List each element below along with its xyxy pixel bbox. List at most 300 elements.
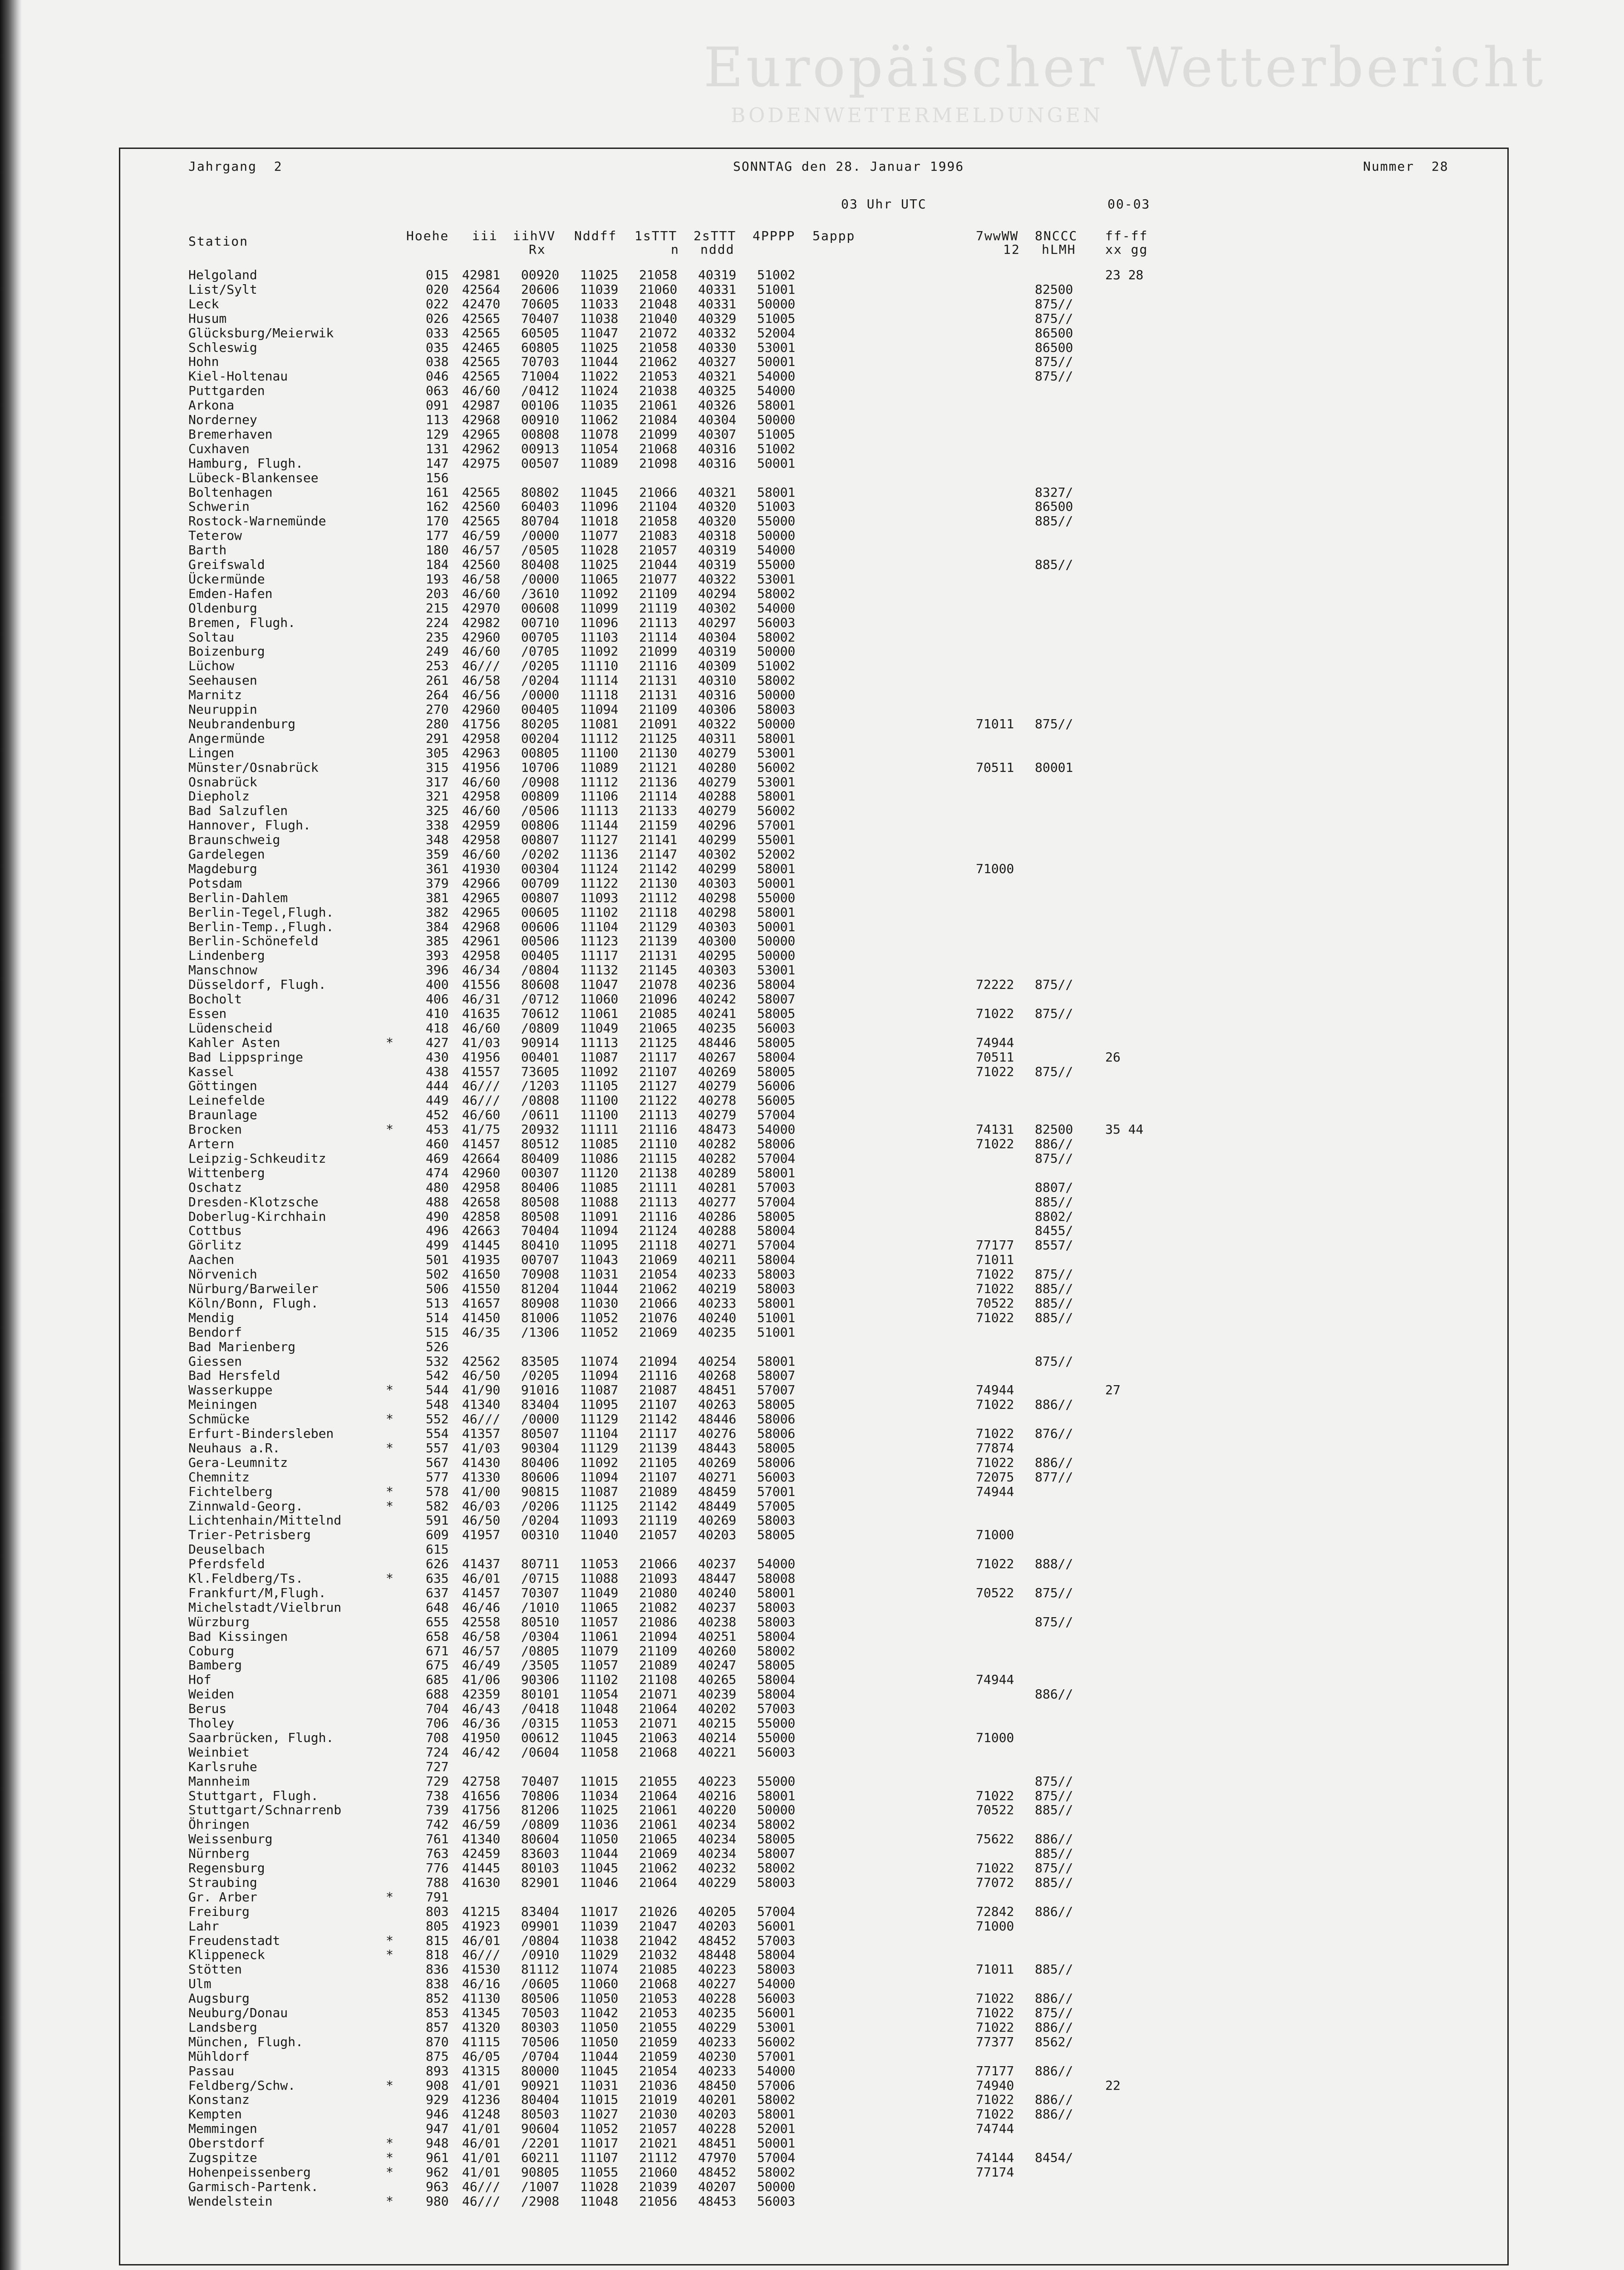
station-number: 708 — [426, 1730, 449, 1745]
dewpoint-group: 21089 — [639, 1484, 678, 1499]
weather-group: 71011 — [976, 1252, 1014, 1268]
station-name: Brocken — [188, 1122, 242, 1137]
tendency-group: 56003 — [757, 1469, 796, 1485]
wind-group: 80608 — [521, 977, 560, 992]
cloud-group: 875// — [1035, 311, 1073, 326]
wind-group: 00913 — [521, 441, 560, 456]
tendency-group: 58001 — [757, 1295, 796, 1311]
cloud-group: 8455/ — [1035, 1223, 1073, 1239]
temperature-group: 11054 — [580, 441, 619, 456]
cloud-visibility-group: 41/01 — [462, 2164, 501, 2180]
tendency-group: 57003 — [757, 1701, 796, 1717]
cloud-visibility-group: 46/60 — [462, 586, 501, 601]
station-number: 162 — [426, 499, 449, 514]
bleed-through-text — [704, 36, 1566, 154]
wind-group: 90604 — [521, 2121, 560, 2137]
station-name: Glücksburg/Meierwik — [188, 325, 334, 340]
temperature-group: 11025 — [580, 340, 619, 355]
dewpoint-group: 21066 — [639, 1556, 678, 1572]
station-number: 379 — [426, 875, 449, 891]
station-number: 853 — [426, 2005, 449, 2020]
dewpoint-group: 21118 — [639, 904, 678, 920]
station-number: 542 — [426, 1368, 449, 1383]
station-number: 582 — [426, 1498, 449, 1514]
station-name: Zinnwald-Georg. — [188, 1498, 303, 1514]
station-number: 406 — [426, 992, 449, 1007]
cloud-visibility-group: 41/90 — [462, 1382, 501, 1398]
pressure-group: 40316 — [698, 455, 737, 471]
temperature-group: 11136 — [580, 847, 619, 862]
wind-group: /0704 — [521, 2048, 560, 2064]
column-header-tendency: 5appp — [812, 228, 856, 243]
cloud-visibility-group: 42966 — [462, 875, 501, 891]
station-number: 063 — [426, 383, 449, 399]
pressure-group: 40236 — [698, 977, 737, 992]
tendency-group: 58002 — [757, 2164, 796, 2180]
dewpoint-group: 21057 — [639, 1527, 678, 1543]
tendency-group: 58004 — [757, 1628, 796, 1644]
wind-group: /0202 — [521, 847, 560, 862]
dewpoint-group: 21094 — [639, 1353, 678, 1369]
station-name: Weiden — [188, 1687, 235, 1702]
temperature-group: 11047 — [580, 325, 619, 340]
tendency-group: 58006 — [757, 1426, 796, 1441]
pressure-group: 40235 — [698, 1020, 737, 1036]
cloud-group: 885// — [1035, 1295, 1073, 1311]
temperature-group: 11100 — [580, 1107, 619, 1123]
tendency-group: 55000 — [757, 1716, 796, 1731]
cloud-visibility-group: 41635 — [462, 1006, 501, 1021]
station-number: 038 — [426, 354, 449, 370]
tendency-group: 58007 — [757, 992, 796, 1007]
cloud-visibility-group: 42359 — [462, 1687, 501, 1702]
dewpoint-group: 21117 — [639, 1426, 678, 1441]
tendency-group: 50000 — [757, 933, 796, 949]
dewpoint-group: 21142 — [639, 1411, 678, 1427]
pressure-group: 40303 — [698, 875, 737, 891]
wind-group: /0910 — [521, 1947, 560, 1963]
temperature-group: 11091 — [580, 1209, 619, 1224]
tendency-group: 54000 — [757, 383, 796, 399]
weather-group: 71022 — [976, 1426, 1014, 1441]
tendency-group: 56001 — [757, 1918, 796, 1934]
cloud-visibility-group: 42664 — [462, 1150, 501, 1166]
dewpoint-group: 21159 — [639, 818, 678, 833]
station-name: Manschnow — [188, 962, 257, 978]
station-name: Nörvenich — [188, 1267, 257, 1282]
pressure-group: 40233 — [698, 1295, 737, 1311]
cloud-group: 877// — [1035, 1469, 1073, 1485]
dewpoint-group: 21122 — [639, 1093, 678, 1108]
wind-group: 80408 — [521, 557, 560, 572]
pressure-group: 40228 — [698, 2121, 737, 2137]
station-number: 261 — [426, 673, 449, 688]
cloud-group: 82500 — [1035, 1122, 1073, 1137]
pressure-group: 40319 — [698, 557, 737, 572]
station-name: Bamberg — [188, 1658, 242, 1673]
wind-group: /2201 — [521, 2136, 560, 2151]
pressure-group: 40318 — [698, 528, 737, 543]
temperature-group: 11044 — [580, 1281, 619, 1296]
dewpoint-group: 21061 — [639, 1802, 678, 1818]
station-name: Freiburg — [188, 1904, 250, 1919]
column-header-weather-sub: 12 — [1003, 242, 1020, 257]
tendency-group: 51001 — [757, 1310, 796, 1325]
temperature-group: 11077 — [580, 528, 619, 543]
pressure-group: 48450 — [698, 2078, 737, 2093]
dewpoint-group: 21114 — [639, 629, 678, 645]
pressure-group: 40267 — [698, 1049, 737, 1065]
dewpoint-group: 21116 — [639, 1209, 678, 1224]
wind-group: 00808 — [521, 426, 560, 442]
tendency-group: 58002 — [757, 586, 796, 601]
dewpoint-group: 21058 — [639, 267, 678, 282]
pressure-group: 40237 — [698, 1599, 737, 1615]
observation-time: 03 Uhr UTC — [841, 197, 927, 212]
cloud-group: 8327/ — [1035, 484, 1073, 500]
dewpoint-group: 21062 — [639, 1860, 678, 1875]
temperature-group: 11029 — [580, 1947, 619, 1963]
tendency-group: 58005 — [757, 1440, 796, 1456]
wind-group: 00106 — [521, 398, 560, 413]
wind-group: 80404 — [521, 2092, 560, 2107]
weather-group: 77874 — [976, 1440, 1014, 1456]
temperature-group: 11034 — [580, 1788, 619, 1803]
station-number: 035 — [426, 340, 449, 355]
station-number: 893 — [426, 2063, 449, 2078]
pressure-group: 40254 — [698, 1353, 737, 1369]
cloud-visibility-group: 46/// — [462, 658, 501, 674]
pressure-group: 40235 — [698, 2005, 737, 2020]
station-name: Karlsruhe — [188, 1759, 257, 1774]
bleed-through-title: Europäischer Wetterbericht — [704, 36, 1546, 99]
tendency-group: 57001 — [757, 818, 796, 833]
wind-group: 80606 — [521, 1469, 560, 1485]
pressure-group: 40203 — [698, 1527, 737, 1543]
tendency-group: 57004 — [757, 1238, 796, 1253]
dewpoint-group: 21109 — [639, 586, 678, 601]
cloud-visibility-group: 41445 — [462, 1238, 501, 1253]
cloud-visibility-group: 41115 — [462, 2034, 501, 2049]
dewpoint-group: 21130 — [639, 745, 678, 760]
station-number: 490 — [426, 1209, 449, 1224]
cloud-visibility-group: 42961 — [462, 933, 501, 949]
pressure-group: 40282 — [698, 1150, 737, 1166]
weather-group: 71022 — [976, 1064, 1014, 1079]
station-number: 499 — [426, 1238, 449, 1253]
station-name: Kahler Asten — [188, 1035, 281, 1050]
cloud-visibility-group: 42562 — [462, 1353, 501, 1369]
station-number: 704 — [426, 1701, 449, 1717]
wind-group: 80802 — [521, 484, 560, 500]
tendency-group: 54000 — [757, 600, 796, 616]
tendency-group: 52004 — [757, 325, 796, 340]
station-number: 410 — [426, 1006, 449, 1021]
tendency-group: 53001 — [757, 340, 796, 355]
station-name: Lübeck-Blankensee — [188, 470, 319, 485]
cloud-group: 875// — [1035, 1150, 1073, 1166]
wind-group: /2908 — [521, 2193, 560, 2209]
pressure-group: 40216 — [698, 1788, 737, 1803]
cloud-visibility-group: 42965 — [462, 890, 501, 905]
cloud-visibility-group: 41950 — [462, 1730, 501, 1745]
temperature-group: 11043 — [580, 1252, 619, 1268]
dewpoint-group: 21124 — [639, 1223, 678, 1239]
tendency-group: 54000 — [757, 369, 796, 384]
station-number: 852 — [426, 1991, 449, 2006]
station-number: 325 — [426, 803, 449, 819]
dewpoint-group: 21109 — [639, 1643, 678, 1658]
station-name: Aachen — [188, 1252, 235, 1268]
wind-group: 80604 — [521, 1831, 560, 1847]
cloud-visibility-group: 42965 — [462, 426, 501, 442]
dewpoint-group: 21062 — [639, 1281, 678, 1296]
cloud-visibility-group: 46/36 — [462, 1716, 501, 1731]
tendency-group: 56005 — [757, 1093, 796, 1108]
temperature-group: 11099 — [580, 600, 619, 616]
station-name: Teterow — [188, 528, 242, 543]
pressure-group: 40322 — [698, 571, 737, 587]
cloud-visibility-group: 42858 — [462, 1209, 501, 1224]
station-name: Landsberg — [188, 2019, 257, 2035]
tendency-group: 58002 — [757, 673, 796, 688]
cloud-group: 875// — [1035, 1773, 1073, 1789]
station-name: Straubing — [188, 1875, 257, 1890]
cloud-visibility-group: 41/01 — [462, 2150, 501, 2165]
temperature-group: 11053 — [580, 1716, 619, 1731]
weather-group: 71022 — [976, 1556, 1014, 1572]
temperature-group: 11048 — [580, 2193, 619, 2209]
station-number: 033 — [426, 325, 449, 340]
pressure-group: 40329 — [698, 311, 737, 326]
station-number: 161 — [426, 484, 449, 500]
wind-group: 00920 — [521, 267, 560, 282]
cloud-visibility-group: 41430 — [462, 1455, 501, 1470]
station-number: 929 — [426, 2092, 449, 2107]
dewpoint-group: 21125 — [639, 730, 678, 746]
dewpoint-group: 21055 — [639, 1773, 678, 1789]
cloud-group: 86500 — [1035, 340, 1073, 355]
pressure-group: 40331 — [698, 281, 737, 297]
pressure-group: 40215 — [698, 1716, 737, 1731]
pressure-group: 40282 — [698, 1136, 737, 1151]
mountain-station-marker: * — [386, 2136, 394, 2151]
wind-group: /0204 — [521, 1513, 560, 1528]
temperature-group: 11047 — [580, 977, 619, 992]
pressure-group: 40229 — [698, 2019, 737, 2035]
dewpoint-group: 21107 — [639, 1064, 678, 1079]
wind-group: 80508 — [521, 1194, 560, 1209]
pressure-group: 40232 — [698, 1860, 737, 1875]
station-name: Schwerin — [188, 499, 250, 514]
cloud-visibility-group: 42968 — [462, 412, 501, 427]
wind-group: 00304 — [521, 861, 560, 876]
station-name: Kiel-Holtenau — [188, 369, 288, 384]
tendency-group: 58002 — [757, 629, 796, 645]
station-name: Freudenstadt — [188, 1933, 281, 1948]
station-name: Bad Marienberg — [188, 1339, 296, 1354]
tendency-group: 51005 — [757, 311, 796, 326]
station-number: 908 — [426, 2078, 449, 2093]
temperature-group: 11028 — [580, 543, 619, 558]
tendency-group: 54000 — [757, 2063, 796, 2078]
station-name: Deuselbach — [188, 1542, 265, 1557]
issue-number: 28 — [1431, 159, 1449, 174]
station-name: Coburg — [188, 1643, 235, 1658]
column-header-gusts-sub: xx gg — [1105, 242, 1148, 257]
dewpoint-group: 21107 — [639, 1469, 678, 1485]
column-header-clouds-sub: hLMH — [1042, 242, 1076, 257]
temperature-group: 11100 — [580, 1093, 619, 1108]
temperature-group: 11030 — [580, 1295, 619, 1311]
cloud-visibility-group: 42975 — [462, 455, 501, 471]
wind-group: 00807 — [521, 890, 560, 905]
wind-group: 80711 — [521, 1556, 560, 1572]
cloud-visibility-group: 46/58 — [462, 571, 501, 587]
dewpoint-group: 21096 — [639, 992, 678, 1007]
wind-group: 00809 — [521, 789, 560, 804]
cloud-group: 875// — [1035, 977, 1073, 992]
station-number: 805 — [426, 1918, 449, 1934]
cloud-visibility-group: 41330 — [462, 1469, 501, 1485]
cloud-group: 886// — [1035, 2019, 1073, 2035]
temperature-group: 11123 — [580, 933, 619, 949]
temperature-group: 11144 — [580, 818, 619, 833]
tendency-group: 58004 — [757, 1672, 796, 1688]
cloud-group: 886// — [1035, 2107, 1073, 2122]
cloud-group: 875// — [1035, 1585, 1073, 1600]
station-name: Stötten — [188, 1962, 242, 1977]
cloud-visibility-group: 42958 — [462, 730, 501, 746]
cloud-visibility-group: 42560 — [462, 499, 501, 514]
tendency-group: 58001 — [757, 2107, 796, 2122]
pressure-group: 40240 — [698, 1585, 737, 1600]
cloud-visibility-group: 46/58 — [462, 1628, 501, 1644]
station-number: 452 — [426, 1107, 449, 1123]
gust-group: 35 44 — [1105, 1122, 1144, 1137]
dewpoint-group: 21072 — [639, 325, 678, 340]
pressure-group: 40320 — [698, 513, 737, 529]
temperature-group: 11060 — [580, 1976, 619, 1992]
pressure-group: 48447 — [698, 1571, 737, 1586]
pressure-group: 40233 — [698, 1267, 737, 1282]
weather-group: 74144 — [976, 2150, 1014, 2165]
cloud-visibility-group: 46/57 — [462, 1643, 501, 1658]
station-name: Göttingen — [188, 1078, 257, 1094]
station-number: 381 — [426, 890, 449, 905]
temperature-group: 11045 — [580, 2063, 619, 2078]
wind-group: 00605 — [521, 904, 560, 920]
wind-group: /0505 — [521, 543, 560, 558]
dewpoint-group: 21053 — [639, 1991, 678, 2006]
station-name: Lindenberg — [188, 948, 265, 963]
pressure-group: 40278 — [698, 1093, 737, 1108]
cloud-group: 875// — [1035, 1064, 1073, 1079]
dewpoint-group: 21048 — [639, 296, 678, 311]
dewpoint-group: 21086 — [639, 1614, 678, 1629]
pressure-group: 40234 — [698, 1846, 737, 1861]
dewpoint-group: 21071 — [639, 1716, 678, 1731]
station-name: Leipzig-Schkeuditz — [188, 1150, 326, 1166]
tendency-group: 57001 — [757, 1484, 796, 1499]
pressure-group: 40300 — [698, 933, 737, 949]
pressure-group: 40304 — [698, 412, 737, 427]
temperature-group: 11094 — [580, 1469, 619, 1485]
wind-group: /0809 — [521, 1020, 560, 1036]
cloud-visibility-group: 41/03 — [462, 1035, 501, 1050]
tendency-group: 58003 — [757, 1513, 796, 1528]
cloud-visibility-group: 46/57 — [462, 543, 501, 558]
gust-group: 22 — [1105, 2078, 1121, 2093]
temperature-group: 11078 — [580, 426, 619, 442]
cloud-visibility-group: 46/42 — [462, 1744, 501, 1760]
wind-group: /0705 — [521, 644, 560, 659]
dewpoint-group: 21054 — [639, 2063, 678, 2078]
temperature-group: 11052 — [580, 2121, 619, 2137]
temperature-group: 11057 — [580, 1658, 619, 1673]
station-name: Leinefelde — [188, 1093, 265, 1108]
temperature-group: 11087 — [580, 1484, 619, 1499]
pressure-group: 48448 — [698, 1947, 737, 1963]
station-number: 685 — [426, 1672, 449, 1688]
station-name: Berlin-Temp.,Flugh. — [188, 919, 334, 934]
temperature-group: 11085 — [580, 1136, 619, 1151]
station-name: Lichtenhain/Mittelnd — [188, 1513, 342, 1528]
pressure-group: 40207 — [698, 2179, 737, 2194]
cloud-visibility-group: 41657 — [462, 1295, 501, 1311]
dewpoint-group: 21085 — [639, 1006, 678, 1021]
pressure-group: 40223 — [698, 1773, 737, 1789]
wind-group: 90921 — [521, 2078, 560, 2093]
temperature-group: 11085 — [580, 1179, 619, 1195]
wind-group: 70703 — [521, 354, 560, 370]
temperature-group: 11055 — [580, 2164, 619, 2180]
station-number: 514 — [426, 1310, 449, 1325]
tendency-group: 51002 — [757, 267, 796, 282]
wind-group: 83603 — [521, 1846, 560, 1861]
cloud-visibility-group: 46/// — [462, 1093, 501, 1108]
station-name: Neuruppin — [188, 702, 257, 717]
wind-group: 80303 — [521, 2019, 560, 2035]
tendency-group: 56003 — [757, 615, 796, 630]
pressure-group: 40269 — [698, 1513, 737, 1528]
wind-group: /0805 — [521, 1643, 560, 1658]
station-number: 091 — [426, 398, 449, 413]
temperature-group: 11112 — [580, 730, 619, 746]
pressure-group: 40279 — [698, 774, 737, 790]
cloud-visibility-group: 41935 — [462, 1252, 501, 1268]
tendency-group: 53001 — [757, 962, 796, 978]
dewpoint-group: 21113 — [639, 1194, 678, 1209]
dewpoint-group: 21131 — [639, 948, 678, 963]
cloud-group: 80001 — [1035, 760, 1073, 775]
cloud-visibility-group: 46/01 — [462, 2136, 501, 2151]
temperature-group: 11044 — [580, 1846, 619, 1861]
cloud-visibility-group: 46/60 — [462, 644, 501, 659]
pressure-group: 40306 — [698, 702, 737, 717]
wind-group: 00204 — [521, 730, 560, 746]
book-binding-edge — [0, 0, 22, 2270]
dewpoint-group: 21066 — [639, 1295, 678, 1311]
tendency-group: 56003 — [757, 1744, 796, 1760]
station-name: Bad Kissingen — [188, 1628, 288, 1644]
temperature-group: 11031 — [580, 1267, 619, 1282]
temperature-group: 11045 — [580, 1860, 619, 1875]
cloud-visibility-group: 42459 — [462, 1846, 501, 1861]
cloud-visibility-group: 46/50 — [462, 1513, 501, 1528]
wind-group: 90306 — [521, 1672, 560, 1688]
wind-group: 09901 — [521, 1918, 560, 1934]
